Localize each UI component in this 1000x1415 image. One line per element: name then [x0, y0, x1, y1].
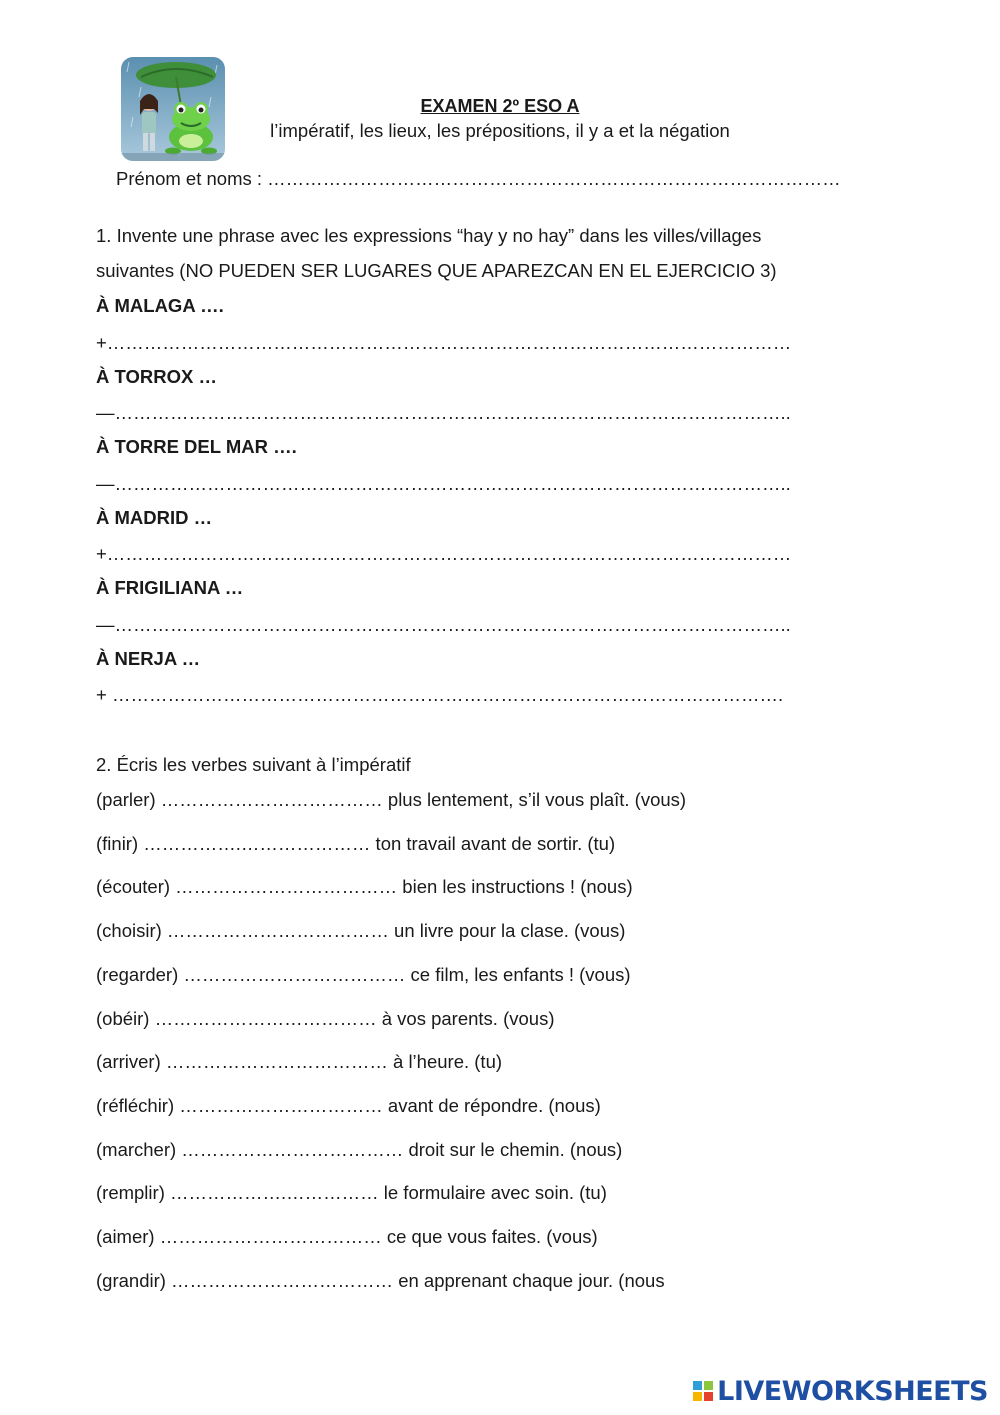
imperative-item-marcher[interactable]: (marcher) ……………………………… droit sur le chemin. (nous) — [96, 1139, 623, 1160]
answer-line-nerja[interactable]: + ………………………………………………………………………………………………. — [96, 684, 784, 705]
place-label-frigiliana: À FRIGILIANA … — [96, 577, 244, 598]
section2-instruction: 2. Écris les verbes suivant à l’impératif — [96, 754, 411, 775]
imperative-item-reflechir[interactable]: (réfléchir) …………………………… avant de répondre. (nous) — [96, 1095, 601, 1116]
answer-line-torrox[interactable]: —……………………………………………………………………………………………….. — [96, 402, 791, 423]
place-label-nerja: À NERJA … — [96, 648, 201, 669]
brand-name: LIVEWORKSHEETS — [717, 1375, 988, 1407]
imperative-item-choisir[interactable]: (choisir) ……………………………… un livre pour la clase. (vous) — [96, 920, 626, 941]
imperative-item-regarder[interactable]: (regarder) ……………………………… ce film, les enfants ! (vous) — [96, 964, 631, 985]
place-label-torrox: À TORROX … — [96, 366, 217, 387]
imperative-item-obeir[interactable]: (obéir) ……………………………… à vos parents. (vous) — [96, 1008, 555, 1029]
place-label-madrid: À MADRID … — [96, 507, 213, 528]
exam-subtitle — [0, 120, 1000, 142]
imperative-item-grandir[interactable]: (grandir) ……………………………… en apprenant chaque jour. (nous — [96, 1270, 665, 1291]
imperative-item-arriver[interactable]: (arriver) ……………………………… à l’heure. (tu) — [96, 1051, 503, 1072]
liveworksheets-brand — [693, 1374, 988, 1408]
section1-instruction-line2: suivantes (NO PUEDEN SER LUGARES QUE APAREZCAN EN EL EJERCICIO 3) — [96, 260, 777, 281]
imperative-item-remplir[interactable]: (remplir) ……………….…………… le formulaire avec soin. (tu) — [96, 1182, 607, 1203]
name-field-line[interactable]: Prénom et noms : ………………………………………………………………………………… — [116, 168, 841, 189]
section1-instruction-line1: 1. Invente une phrase avec les expressions “hay y no hay” dans les villes/villages — [96, 225, 762, 246]
imperative-item-ecouter[interactable]: (écouter) ……………………………… bien les instructions ! (nous) — [96, 876, 633, 897]
place-label-torre-del-mar: À TORRE DEL MAR …. — [96, 436, 297, 457]
answer-line-torre-del-mar[interactable]: —……………………………………………………………………………………………….. — [96, 473, 791, 494]
answer-line-frigiliana[interactable]: —……………………………………………………………………………………………….. — [96, 614, 791, 635]
imperative-item-parler[interactable]: (parler) ……………………………… plus lentement, s’il vous plaît. (vous) — [96, 789, 687, 810]
imperative-item-aimer[interactable]: (aimer) ……………………………… ce que vous faites. (vous) — [96, 1226, 598, 1247]
imperative-item-finir[interactable]: (finir) …………….………………… ton travail avant de sortir. (tu) — [96, 833, 616, 854]
place-label-malaga: À MALAGA …. — [96, 295, 224, 316]
exam-subtitle-text: l’impératif, les lieux, les prépositions, il y a et la négation — [270, 120, 730, 141]
liveworksheets-logo-icon — [693, 1381, 713, 1401]
answer-line-malaga[interactable]: +………………………………………………………………………………………………… — [96, 332, 792, 353]
exam-title: EXAMEN 2º ESO A — [420, 96, 580, 116]
answer-line-madrid[interactable]: +………………………………………………………………………………………………… — [96, 543, 792, 564]
